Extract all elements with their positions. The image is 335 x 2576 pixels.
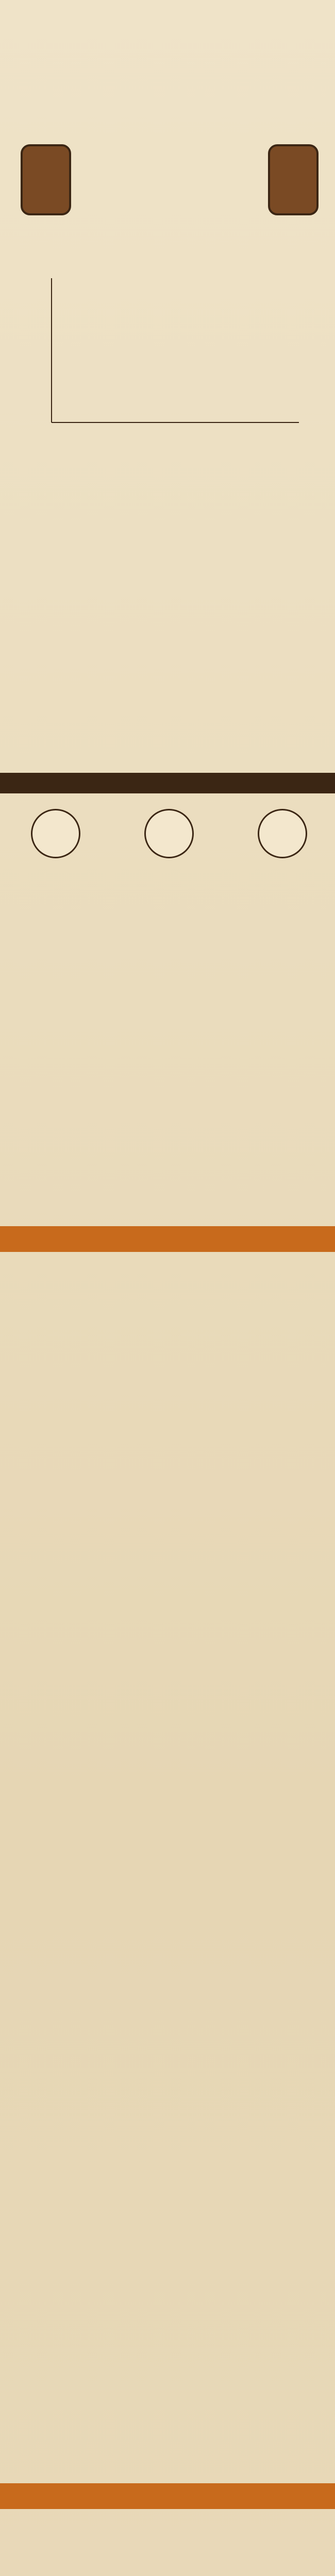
barrel-icon <box>21 144 71 215</box>
circle-icon <box>31 809 80 858</box>
intro-block <box>0 77 335 118</box>
title-block <box>0 10 335 72</box>
section-header <box>0 773 335 793</box>
icon-row <box>10 804 325 876</box>
orange-ribbon <box>0 2483 335 2509</box>
chart-block <box>0 268 335 453</box>
orange-ribbon <box>0 1226 335 1252</box>
barrel-icon <box>268 144 319 215</box>
bar-chart <box>31 273 309 443</box>
circle-icon <box>258 809 307 858</box>
circle-icon <box>144 809 194 858</box>
barrels-illustration <box>0 134 335 237</box>
